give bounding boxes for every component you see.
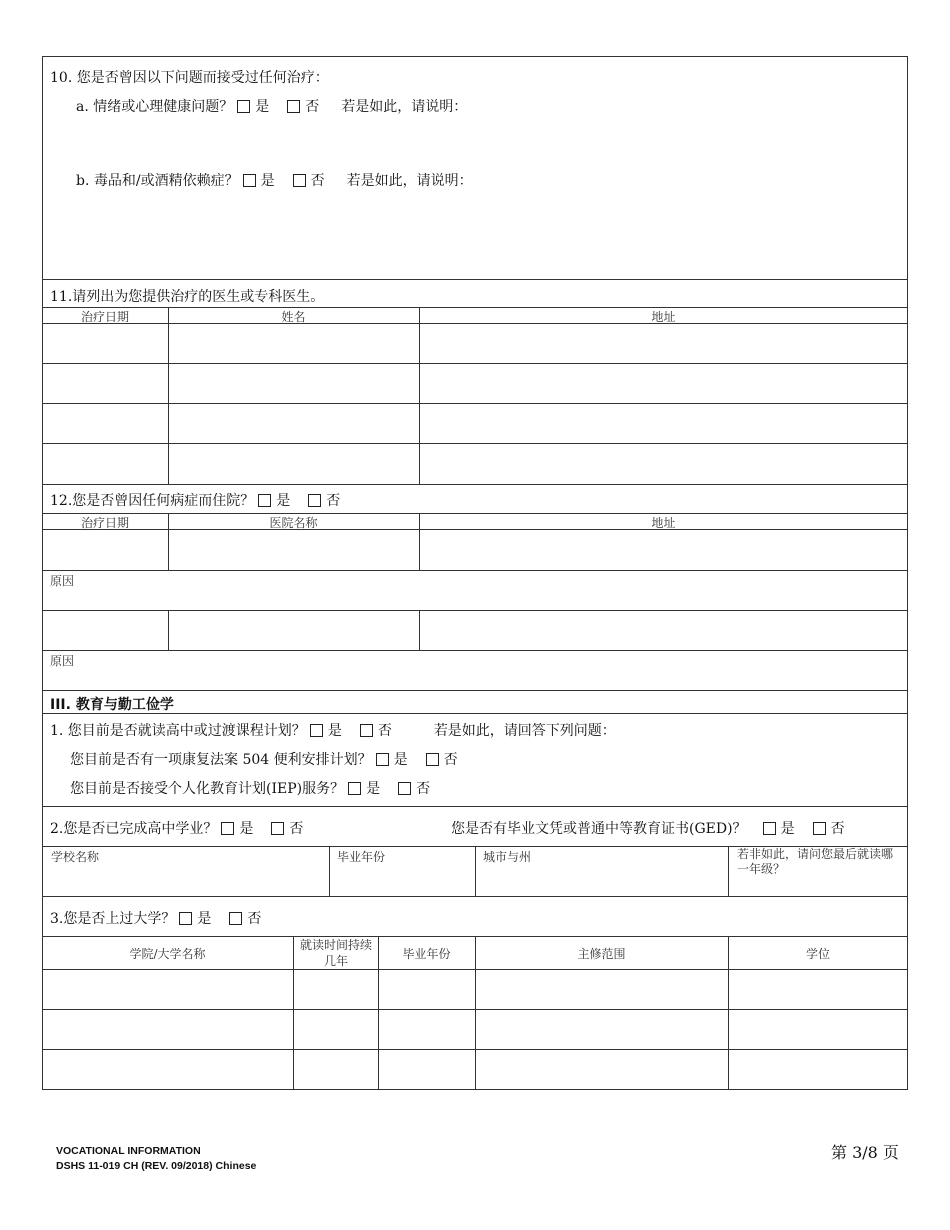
s3q2-field-grad-year: 毕业年份 — [337, 850, 386, 864]
q10b-row — [76, 170, 473, 190]
s3q1-no-checkbox[interactable] — [360, 724, 373, 737]
q12-row — [50, 490, 340, 510]
q12-title: 12.您是否曾因任何病症而住院？ — [50, 493, 255, 509]
q10b-explain-label: 若是如此，请说明： — [346, 173, 473, 189]
q12-header-date: 治疗日期 — [80, 516, 129, 530]
s3q2-yes-checkbox[interactable] — [221, 822, 234, 835]
s3q3-no-label: 否 — [247, 911, 262, 927]
s3q1-label: 1. 您目前是否就读高中或过渡课程计划？ — [50, 723, 306, 739]
q12-header-address: 地址 — [651, 516, 676, 530]
s3q1-sub2-row — [70, 778, 430, 798]
s3q1-yes-checkbox[interactable] — [310, 724, 323, 737]
s3q3-header-college: 学院/大学名称 — [129, 947, 206, 961]
s3q2-field-last-grade: 若非如此，请问您最后就读哪一年级？ — [737, 847, 894, 876]
q12-no-checkbox[interactable] — [308, 494, 321, 507]
s3q2-yes-label: 是 — [239, 821, 254, 837]
s3q3-row — [50, 908, 261, 928]
q11-title: 11.请列出为您提供治疗的医生或专科医生。 — [50, 289, 325, 305]
s3q1-sub2-yes-label: 是 — [366, 781, 381, 797]
q12-reason-label-1: 原因 — [50, 574, 75, 588]
s3q2-ged-no-label: 否 — [830, 821, 845, 837]
s3q3-yes-checkbox[interactable] — [179, 912, 192, 925]
q10a-label: a. 情绪或心理健康问题？ — [76, 99, 234, 115]
s3q1-sub1-yes-checkbox[interactable] — [376, 753, 389, 766]
q10a-yes-checkbox[interactable] — [237, 100, 250, 113]
q10b-no-checkbox[interactable] — [293, 174, 306, 187]
s3q3-header-major: 主修范围 — [577, 947, 626, 961]
q11-header-date: 治疗日期 — [80, 310, 129, 324]
q10b-no-label: 否 — [310, 173, 325, 189]
s3q2-no-label: 否 — [289, 821, 304, 837]
q10b-yes-checkbox[interactable] — [243, 174, 256, 187]
s3q1-sub1-row — [70, 749, 458, 769]
s3q1-sub2-no-label: 否 — [416, 781, 431, 797]
form-frame — [42, 56, 908, 1090]
s3q1-sub1-yes-label: 是 — [393, 752, 408, 768]
q10-title: 10. 您是否曾因以下问题而接受过任何治疗： — [50, 70, 329, 86]
q10b-yes-label: 是 — [260, 173, 275, 189]
q10a-row — [76, 96, 467, 116]
s3q3-header-grad-year: 毕业年份 — [402, 947, 451, 961]
s3q1-sub2-yes-checkbox[interactable] — [348, 782, 361, 795]
s3q2-row — [50, 818, 303, 838]
footer-form-number: DSHS 11-019 CH (REV. 09/2018) Chinese — [56, 1160, 257, 1172]
s3q1-sub1-no-checkbox[interactable] — [426, 753, 439, 766]
s3q1-sub1-label: 您目前是否有一项康复法案 504 便利安排计划？ — [70, 752, 372, 768]
s3q2-ged-row — [451, 818, 845, 838]
s3q1-sub1-no-label: 否 — [443, 752, 458, 768]
s3q1-yes-label: 是 — [327, 723, 342, 739]
q10a-explain-label: 若是如此，请说明： — [341, 99, 468, 115]
section3-title: III. 教育与勤工俭学 — [50, 697, 174, 713]
s3q1-sub2-label: 您目前是否接受个人化教育计划(IEP)服务？ — [70, 781, 345, 797]
q12-reason-label-2: 原因 — [50, 654, 75, 668]
q12-yes-label: 是 — [276, 493, 291, 509]
q11-header-name: 姓名 — [281, 310, 306, 324]
q10a-no-label: 否 — [305, 99, 320, 115]
s3q2-field-school: 学校名称 — [51, 850, 100, 864]
s3q2-no-checkbox[interactable] — [271, 822, 284, 835]
s3q2-ged-label: 您是否有毕业文凭或普通中等教育证书(GED)？ — [451, 821, 747, 837]
s3q1-note: 若是如此，请回答下列问题： — [433, 723, 616, 739]
s3q1-sub2-no-checkbox[interactable] — [398, 782, 411, 795]
s3q1-row — [50, 720, 616, 740]
q10b-label: b. 毒品和/或酒精依赖症？ — [76, 173, 239, 189]
s3q2-ged-no-checkbox[interactable] — [813, 822, 826, 835]
footer-form-title: VOCATIONAL INFORMATION — [56, 1145, 201, 1157]
s3q3-no-checkbox[interactable] — [229, 912, 242, 925]
q12-no-label: 否 — [326, 493, 341, 509]
page-number: 第 3/8 页 — [831, 1143, 899, 1162]
s3q2-ged-yes-checkbox[interactable] — [763, 822, 776, 835]
s3q2-ged-yes-label: 是 — [780, 821, 795, 837]
s3q1-no-label: 否 — [377, 723, 392, 739]
s3q3-header-degree: 学位 — [805, 947, 830, 961]
q10a-yes-label: 是 — [255, 99, 270, 115]
q10a-no-checkbox[interactable] — [287, 100, 300, 113]
s3q3-header-years: 就读时间持续几年 — [300, 938, 373, 968]
s3q2-label: 2.您是否已完成高中学业？ — [50, 821, 218, 837]
q12-header-hospital: 医院名称 — [269, 516, 318, 530]
s3q3-yes-label: 是 — [197, 911, 212, 927]
q11-header-address: 地址 — [651, 310, 676, 324]
q12-yes-checkbox[interactable] — [258, 494, 271, 507]
s3q3-label: 3.您是否上过大学？ — [50, 911, 176, 927]
s3q2-field-city-state: 城市与州 — [483, 850, 532, 864]
